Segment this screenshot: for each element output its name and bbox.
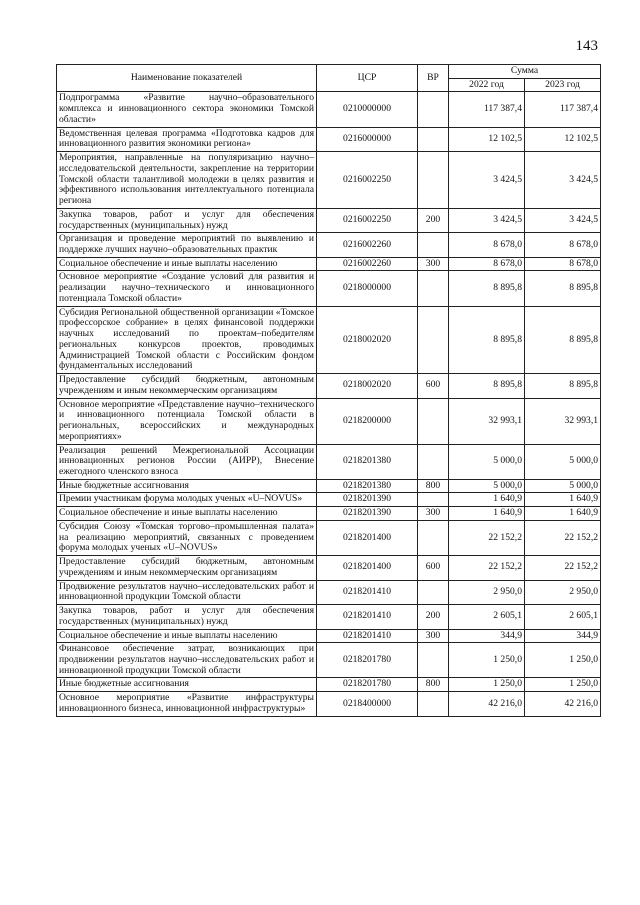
row-vr-cell [418, 92, 449, 127]
row-csr-cell: 0218200000 [317, 398, 418, 444]
row-name-cell: Предоставление субсидий бюджетным, автономным учреждениям и иным некоммерческим организациям [57, 556, 317, 580]
header-csr: ЦСР [317, 65, 418, 92]
header-name: Наименование показателей [57, 65, 317, 92]
row-sum-2022-cell: 32 993,1 [449, 398, 525, 444]
row-vr-cell: 600 [418, 374, 449, 398]
row-csr-cell: 0218002020 [317, 374, 418, 398]
row-name-cell: Социальное обеспечение и иные выплаты населению [57, 257, 317, 271]
row-name-cell: Основное мероприятие «Развитие инфраструктуры инновационного бизнеса, инновационной инфраструктуры» [57, 692, 317, 716]
header-sum: Сумма [449, 65, 601, 79]
row-sum-2022-cell: 1 640,9 [449, 507, 525, 521]
row-sum-2022-cell: 1 250,0 [449, 643, 525, 678]
row-sum-2023-cell: 22 152,2 [525, 556, 601, 580]
row-vr-cell [418, 398, 449, 444]
row-csr-cell: 0218002020 [317, 306, 418, 373]
row-name-cell: Основное мероприятие «Представление научно–технического и инновационного потенциала Томской области в региональных, всероссийских и международных мероприятиях» [57, 398, 317, 444]
row-sum-2022-cell: 5 000,0 [449, 444, 525, 479]
row-name-cell: Иные бюджетные ассигнования [57, 479, 317, 493]
table-row [57, 605, 601, 629]
row-sum-2022-cell: 1 640,9 [449, 493, 525, 507]
table-row [57, 257, 601, 271]
page-number: 143 [575, 38, 598, 54]
row-csr-cell: 0218201380 [317, 479, 418, 493]
row-vr-cell: 200 [418, 208, 449, 232]
row-sum-2023-cell: 1 250,0 [525, 678, 601, 692]
row-csr-cell: 0218201410 [317, 629, 418, 643]
row-vr-cell: 200 [418, 605, 449, 629]
row-sum-2023-cell: 1 640,9 [525, 507, 601, 521]
header-vr: ВР [418, 65, 449, 92]
row-sum-2022-cell: 42 216,0 [449, 692, 525, 716]
row-name-cell: Ведомственная целевая программа «Подготовка кадров для инновационного развития экономики региона» [57, 127, 317, 151]
row-name-cell: Субсидия Союзу «Томская торгово–промышленная палата» на реализацию мероприятий, связанных с проведением форума молодых ученых «U–NOVUS» [57, 520, 317, 555]
table-body [57, 92, 601, 716]
row-name-cell: Социальное обеспечение и иные выплаты населению [57, 507, 317, 521]
row-vr-cell [418, 233, 449, 257]
row-sum-2023-cell: 2 605,1 [525, 605, 601, 629]
row-sum-2022-cell: 8 678,0 [449, 257, 525, 271]
table-row [57, 271, 601, 306]
row-sum-2022-cell: 3 424,5 [449, 152, 525, 209]
table-row [57, 629, 601, 643]
row-sum-2022-cell: 8 678,0 [449, 233, 525, 257]
row-sum-2023-cell: 2 950,0 [525, 580, 601, 604]
row-csr-cell: 0218201410 [317, 580, 418, 604]
row-sum-2023-cell: 8 678,0 [525, 233, 601, 257]
row-vr-cell [418, 444, 449, 479]
row-sum-2022-cell: 2 605,1 [449, 605, 525, 629]
row-sum-2023-cell: 1 250,0 [525, 643, 601, 678]
row-vr-cell [418, 306, 449, 373]
table-row [57, 233, 601, 257]
row-csr-cell: 0218400000 [317, 692, 418, 716]
row-sum-2023-cell: 12 102,5 [525, 127, 601, 151]
row-csr-cell: 0216000000 [317, 127, 418, 151]
row-vr-cell [418, 152, 449, 209]
row-sum-2023-cell: 22 152,2 [525, 520, 601, 555]
budget-table [56, 64, 601, 717]
header-year-2022: 2022 год [449, 78, 525, 92]
header-year-2023: 2023 год [525, 78, 601, 92]
row-vr-cell [418, 493, 449, 507]
table-row [57, 479, 601, 493]
row-csr-cell: 0216002250 [317, 152, 418, 209]
table-row [57, 507, 601, 521]
table-row [57, 520, 601, 555]
table-row [57, 493, 601, 507]
row-csr-cell: 0218201380 [317, 444, 418, 479]
row-name-cell: Подпрограмма «Развитие научно–образовательного комплекса и инновационного сектора экономики Томской области» [57, 92, 317, 127]
table-row [57, 208, 601, 232]
table-row [57, 374, 601, 398]
row-csr-cell: 0218201390 [317, 507, 418, 521]
row-name-cell: Социальное обеспечение и иные выплаты населению [57, 629, 317, 643]
row-name-cell: Реализация решений Межрегиональной Ассоциации инновационных регионов России (АИРР), Внесение ежегодного членского взноса [57, 444, 317, 479]
row-sum-2022-cell: 5 000,0 [449, 479, 525, 493]
row-csr-cell: 0218201400 [317, 520, 418, 555]
table-row [57, 306, 601, 373]
row-name-cell: Мероприятия, направленные на популяризацию научно–исследовательской деятельности, закрепление на территории Томской области талантливой молодежи в целях развития и эффективного использования интеллектуального потенциала региона [57, 152, 317, 209]
row-vr-cell [418, 271, 449, 306]
row-name-cell: Закупка товаров, работ и услуг для обеспечения государственных (муниципальных) нужд [57, 208, 317, 232]
row-vr-cell [418, 643, 449, 678]
row-sum-2022-cell: 22 152,2 [449, 520, 525, 555]
row-sum-2022-cell: 8 895,8 [449, 374, 525, 398]
row-csr-cell: 0218201390 [317, 493, 418, 507]
row-vr-cell: 600 [418, 556, 449, 580]
table-row [57, 152, 601, 209]
row-vr-cell [418, 520, 449, 555]
row-name-cell: Субсидия Региональной общественной организации «Томское профессорское собрание» в целях финансовой поддержки научных исследований по проектам–победителям региональных конкурсов проектов, проводимых Администрацией Томской области с Российским фондом фундаментальных исследований [57, 306, 317, 373]
row-vr-cell: 800 [418, 678, 449, 692]
row-sum-2023-cell: 117 387,4 [525, 92, 601, 127]
row-sum-2022-cell: 117 387,4 [449, 92, 525, 127]
row-name-cell: Премии участникам форума молодых ученых «U–NOVUS» [57, 493, 317, 507]
row-name-cell: Продвижение результатов научно–исследовательских работ и инновационной продукции Томской области [57, 580, 317, 604]
row-sum-2022-cell: 8 895,8 [449, 271, 525, 306]
row-sum-2022-cell: 3 424,5 [449, 208, 525, 232]
row-vr-cell: 300 [418, 629, 449, 643]
row-csr-cell: 0210000000 [317, 92, 418, 127]
row-sum-2023-cell: 1 640,9 [525, 493, 601, 507]
row-vr-cell: 800 [418, 479, 449, 493]
table-row [57, 444, 601, 479]
row-sum-2023-cell: 5 000,0 [525, 444, 601, 479]
row-csr-cell: 0218000000 [317, 271, 418, 306]
row-vr-cell: 300 [418, 257, 449, 271]
row-vr-cell: 300 [418, 507, 449, 521]
row-vr-cell [418, 127, 449, 151]
row-vr-cell [418, 580, 449, 604]
table-row [57, 398, 601, 444]
row-sum-2023-cell: 8 895,8 [525, 374, 601, 398]
row-sum-2022-cell: 8 895,8 [449, 306, 525, 373]
row-name-cell: Основное мероприятие «Создание условий для развития и реализации научно–технического и инновационного потенциала Томской области» [57, 271, 317, 306]
row-sum-2023-cell: 8 678,0 [525, 257, 601, 271]
row-name-cell: Финансовое обеспечение затрат, возникающих при продвижении результатов научно–исследовательских работ и инновационной продукции Томской области [57, 643, 317, 678]
row-csr-cell: 0218201780 [317, 678, 418, 692]
table-row [57, 580, 601, 604]
table-row [57, 678, 601, 692]
row-sum-2022-cell: 2 950,0 [449, 580, 525, 604]
row-sum-2023-cell: 344,9 [525, 629, 601, 643]
row-sum-2023-cell: 5 000,0 [525, 479, 601, 493]
row-csr-cell: 0218201410 [317, 605, 418, 629]
table-row [57, 92, 601, 127]
row-sum-2023-cell: 42 216,0 [525, 692, 601, 716]
row-vr-cell [418, 692, 449, 716]
table-row [57, 643, 601, 678]
row-sum-2023-cell: 3 424,5 [525, 152, 601, 209]
row-sum-2022-cell: 1 250,0 [449, 678, 525, 692]
table-header [57, 65, 601, 92]
row-sum-2022-cell: 344,9 [449, 629, 525, 643]
row-name-cell: Закупка товаров, работ и услуг для обеспечения государственных (муниципальных) нужд [57, 605, 317, 629]
table-row [57, 127, 601, 151]
row-name-cell: Иные бюджетные ассигнования [57, 678, 317, 692]
row-sum-2023-cell: 8 895,8 [525, 306, 601, 373]
row-sum-2023-cell: 3 424,5 [525, 208, 601, 232]
row-csr-cell: 0216002260 [317, 233, 418, 257]
row-sum-2023-cell: 32 993,1 [525, 398, 601, 444]
row-sum-2022-cell: 22 152,2 [449, 556, 525, 580]
row-csr-cell: 0218201400 [317, 556, 418, 580]
row-sum-2023-cell: 8 895,8 [525, 271, 601, 306]
row-sum-2022-cell: 12 102,5 [449, 127, 525, 151]
row-csr-cell: 0216002260 [317, 257, 418, 271]
row-name-cell: Организация и проведение мероприятий по выявлению и поддержке лучших научно–образовательных практик [57, 233, 317, 257]
row-csr-cell: 0218201780 [317, 643, 418, 678]
row-csr-cell: 0216002250 [317, 208, 418, 232]
table-row [57, 556, 601, 580]
table-row [57, 692, 601, 716]
row-name-cell: Предоставление субсидий бюджетным, автономным учреждениям и иным некоммерческим организациям [57, 374, 317, 398]
